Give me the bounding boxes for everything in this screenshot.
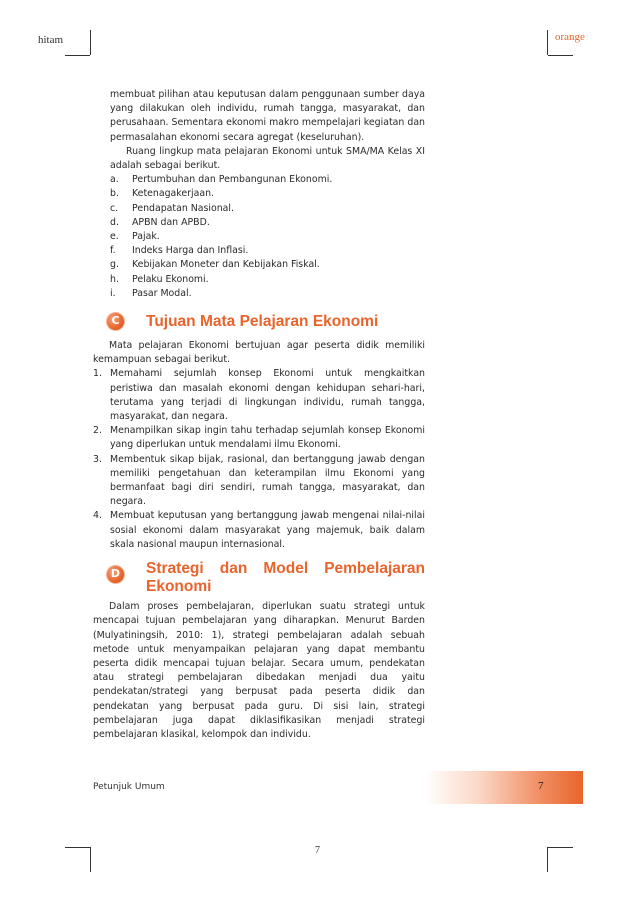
list-item: 2. Menampilkan sikap ingin tahu terhadap sejumlah konsep Ekonomi yang diperlukan untuk mendalami ilmu Ekonomi. [93,425,425,451]
section-c-heading [93,313,425,331]
list-item: e. Pajak. [110,231,160,243]
list-item: h. Pelaku Ekonomi. [110,273,209,285]
corner-label-right: orange [555,31,585,43]
list-item: 3. Membentuk sikap bijak, rasional, dan bertanggung jawab dengan memiliki pengetahuan dan keterampilan ilmu Ekonomi yang bermanfaat bagi diri sendiri, rumah tangga, masyarakat, dan negara. [93,453,425,508]
section-badge-c: C [107,313,124,330]
scope-intro: Ruang lingkup mata pelajaran Ekonomi untuk SMA/MA Kelas XI adalah sebagai berikut. [110,145,425,172]
crop-mark [547,30,548,55]
goals-list [93,367,425,552]
section-badge-d: D [107,566,124,583]
section-c-intro: Mata pelajaran Ekonomi bertujuan agar peserta didik memiliki kemampuan sebagai berikut. [93,340,425,366]
section-c-title: Tujuan Mata Pelajaran Ekonomi [146,313,379,331]
crop-mark [90,30,91,55]
section-d-title: Strategi dan Model Pembelajaran Ekonomi [146,560,425,596]
footer-bar [425,771,583,804]
footer-page-number: 7 [538,780,544,792]
list-item: b. Ketenagakerjaan. [110,188,215,200]
crop-mark [65,55,90,56]
list-item: c. Pendapatan Nasional. [110,202,235,214]
crop-mark [548,55,573,56]
page-content [93,88,425,742]
list-item: 1. Memahami sejumlah konsep Ekonomi untuk mengkaitkan peristiwa dan masalah ekonomi dengan kehidupan sehari-hari, terutama yang terjadi di lingkungan individu, rumah tangga, masyarakat, dan negara. [93,368,425,423]
list-item: g. Kebijakan Moneter dan Kebijakan Fiskal. [110,259,320,271]
list-item: f. Indeks Harga dan Inflasi. [110,245,249,257]
crop-mark [65,847,90,848]
section-d-heading [93,560,425,596]
footer-label: Petunjuk Umum [93,782,165,792]
section-d-body: Dalam proses pembelajaran, diperlukan suatu strategi untuk mencapai tujuan pembelajaran yang diharapkan. Menurut Barden (Mulyatiningsih, 2010: 1), strategi pembelajaran adalah sebuah metode untuk menyampaikan pelajaran yang dapat membantu peserta didik mencapai tujuan belajar. Secara umum, pendekatan atau strategi pembelajaran dibedakan menjadi dua yaitu pendekatan/strategi yang berpusat pada peserta didik dan pendekatan yang berpusat pada guru. Di sisi lain, strategi pembelajaran juga dapat diklasifikasikan menjadi strategi pembelajaran klasikal, kelompok dan individu. [93,601,425,740]
list-item: 4. Membuat keputusan yang bertanggung jawab mengenai nilai-nilai sosial ekonomi dalam masyarakat yang majemuk, baik dalam skala nasional maupun internasional. [93,510,425,550]
bottom-page-number: 7 [315,845,320,856]
crop-mark [548,847,573,848]
scope-list [110,173,425,301]
crop-mark [547,847,548,872]
crop-mark [90,847,91,872]
intro-paragraph: membuat pilihan atau keputusan dalam penggunaan sumber daya yang dilakukan oleh individu, rumah tangga, masyarakat, dan perusahaan. Sementara ekonomi makro mempelajari kegiatan dan permasalahan ekonomi secara agregat (keseluruhan). [110,89,425,143]
list-item: a. Pertumbuhan dan Pembangunan Ekonomi. [110,174,333,186]
list-item: i. Pasar Modal. [110,287,192,299]
corner-label-left: hitam [38,34,64,46]
list-item: d. APBN dan APBD. [110,216,210,228]
